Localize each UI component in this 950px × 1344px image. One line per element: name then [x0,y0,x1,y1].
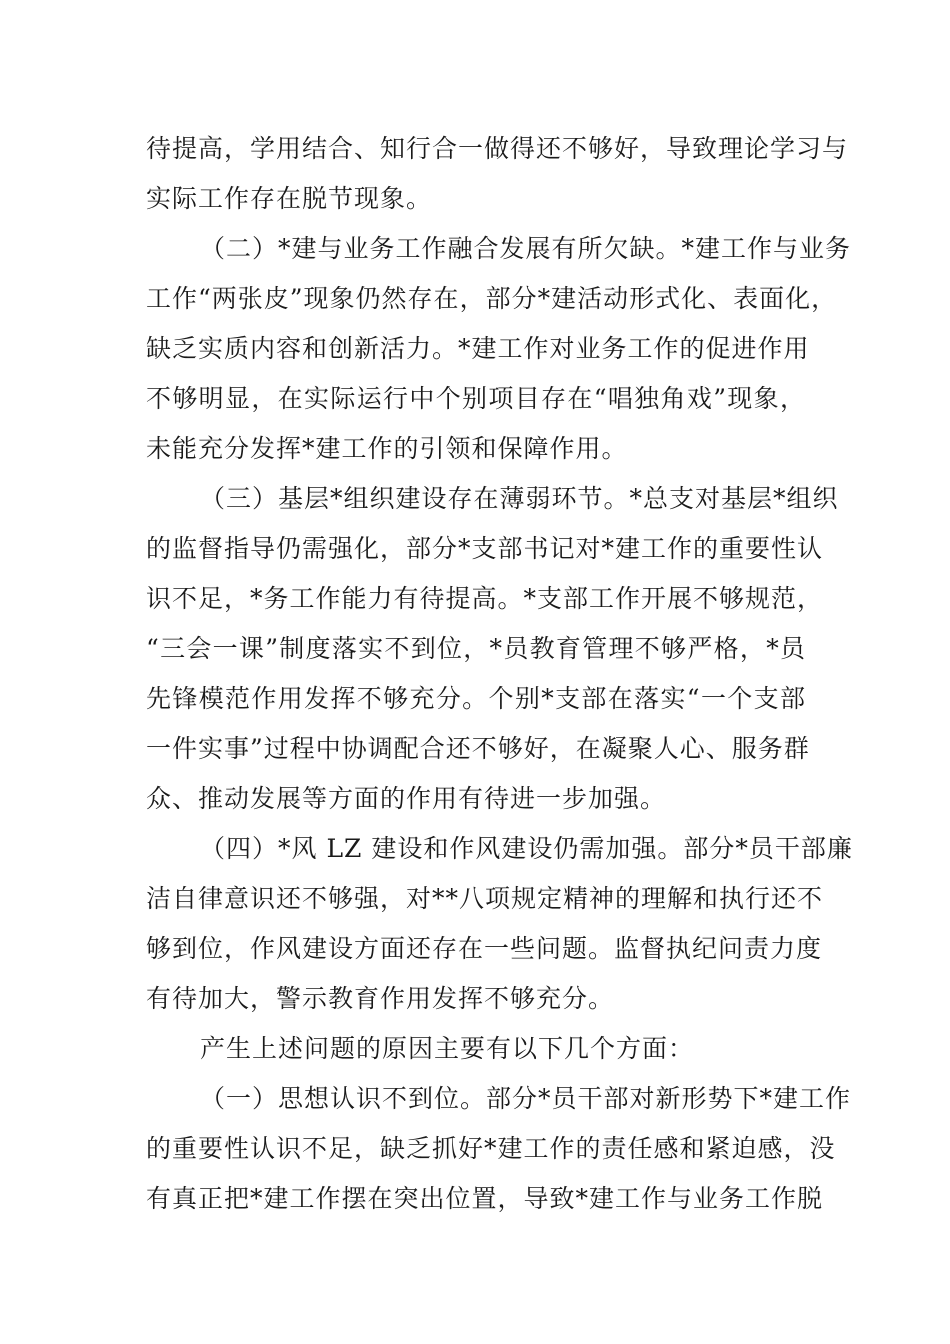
text-line: 众、推动发展等方面的作用有待进一步加强。 [146,784,667,813]
text-line: 够到位，作风建设方面还存在一些问题。监督执纪问责力度 [146,934,823,963]
cause-heading-1: （一）思想认识不到位。部分*员干部对新形势下*建工作 [200,1084,852,1113]
text-line: 未能充分发挥*建工作的引领和保障作用。 [146,434,628,463]
text-line: 待提高，学用结合、知行合一做得还不够好，导致理论学习与 [146,134,849,163]
paragraph-heading-2: （二）*建与业务工作融合发展有所欠缺。*建工作与业务 [200,234,852,263]
text-line: 缺乏实质内容和创新活力。*建工作对业务工作的促进作用 [146,334,810,363]
text-line: 有待加大，警示教育作用发挥不够充分。 [146,984,615,1013]
text-line: 识不足，*务工作能力有待提高。*支部工作开展不够规范， [146,584,824,613]
text-line: 的监督指导仍需强化，部分*支部书记对*建工作的重要性认 [146,534,824,563]
text-line: 工作“两张皮”现象仍然存在，部分*建活动形式化、表面化， [146,284,838,313]
text-line: “三会一课”制度落实不到位，*员教育管理不够严格，*员 [146,634,806,663]
paragraph-heading-3: （三）基层*组织建设存在薄弱环节。*总支对基层*组织 [200,484,839,513]
text-line: 实际工作存在脱节现象。 [146,184,433,213]
text-line: 不够明显，在实际运行中个别项目存在“唱独角戏”现象， [146,384,806,413]
paragraph-heading-4: （四）*风 LZ 建设和作风建设仍需加强。部分*员干部廉 [200,834,853,863]
text-line: 一件实事”过程中协调配合还不够好，在凝聚人心、服务群 [146,734,810,763]
text-line: 先锋模范作用发挥不够充分。个别*支部在落实“一个支部 [146,684,806,713]
text-line: 的重要性认识不足，缺乏抓好*建工作的责任感和紧迫感，没 [146,1134,836,1163]
text-line: 洁自律意识还不够强，对**八项规定精神的理解和执行还不 [146,884,824,913]
text-line: 有真正把*建工作摆在突出位置，导致*建工作与业务工作脱 [146,1184,824,1213]
causes-intro: 产生上述问题的原因主要有以下几个方面： [200,1034,695,1063]
